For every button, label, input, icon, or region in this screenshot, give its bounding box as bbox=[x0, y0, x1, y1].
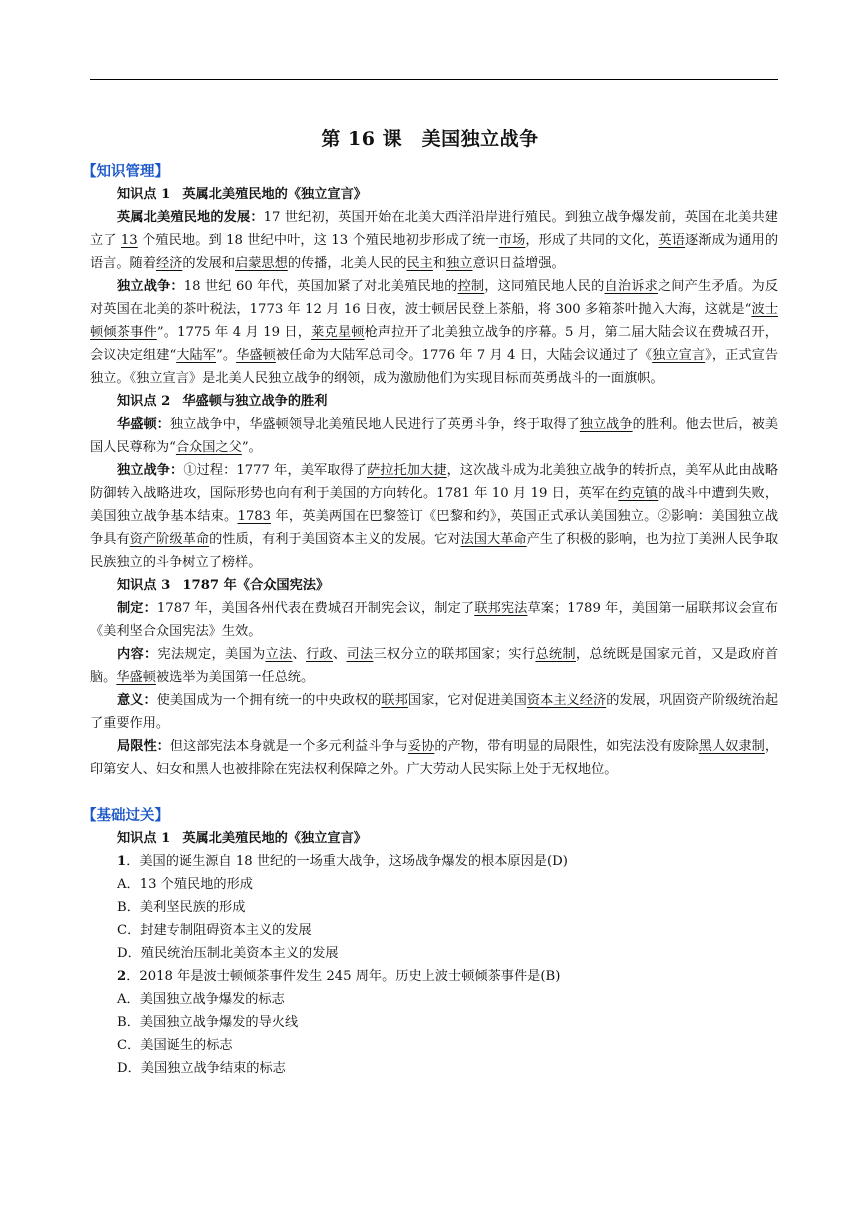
paragraph-text: ①过程：1777 年，美军取得了 bbox=[183, 463, 368, 478]
paragraph-label: 华盛顿： bbox=[117, 417, 170, 432]
fill-in-answer: 黑人奴隶制 bbox=[698, 739, 765, 754]
fill-in-answer: 约克镇 bbox=[618, 486, 659, 501]
paragraph-label: 局限性： bbox=[117, 739, 170, 754]
knowledge-point-heading bbox=[117, 390, 778, 413]
paragraph-text: 的胜利。他去世后，被美国人民尊称为“ bbox=[90, 417, 779, 455]
question-text: ．2018 年是波士顿倾茶事件发生 245 周年。历史上波士顿倾茶事件是(B) bbox=[126, 969, 561, 984]
fill-in-answer: 妥协 bbox=[407, 739, 435, 754]
knowledge-point-title: 英属北美殖民地的《独立宣言》 bbox=[182, 831, 367, 846]
paragraph-label: 意义： bbox=[117, 693, 157, 708]
paragraph-text: ，总统既是国家元首，又是政府首脑。 bbox=[90, 647, 779, 685]
knowledge-paragraph bbox=[90, 689, 778, 735]
knowledge-point-heading bbox=[117, 574, 778, 597]
paragraph-text: 三权分立的联邦国家；实行 bbox=[373, 647, 536, 662]
section-heading: 【基础过关】 bbox=[82, 807, 169, 824]
question-number: 2 bbox=[117, 969, 127, 984]
paragraph-text: 产生了积极的影响，也为拉丁美洲人民争取民族独立的斗争树立了榜样。 bbox=[90, 532, 779, 570]
fill-in-answer: 萨拉托加大捷 bbox=[367, 463, 447, 478]
section-spacer bbox=[90, 781, 778, 804]
paragraph-text: 、 bbox=[332, 647, 347, 662]
question-stem bbox=[117, 850, 778, 873]
paragraph-text: 被任命为大陆军总司令。1776 年 7 月 4 日，大陆会议通过了《 bbox=[275, 348, 653, 363]
question-text: ．美国的诞生源自 18 世纪的一场重大战争，这场战争爆发的根本原因是(D) bbox=[126, 854, 568, 869]
paragraph-label: 独立战争： bbox=[117, 463, 184, 478]
knowledge-point-title: 1787 年《合众国宪法》 bbox=[182, 578, 330, 593]
paragraph-text: 逐渐成为通用的语言。随着 bbox=[90, 233, 779, 271]
paragraph-text: 1787 年，美国各州代表在费城召开制宪会议，制定了 bbox=[156, 601, 475, 616]
fill-in-answer: 联邦 bbox=[381, 693, 408, 708]
fill-in-answer: 英语 bbox=[658, 233, 686, 248]
paragraph-text: 的性质，有利于美国资本主义的发展。它对 bbox=[209, 532, 461, 547]
fill-in-answer: 波士顿倾茶事件 bbox=[90, 302, 779, 340]
lesson-title: 第 16 课 美国独立战争 bbox=[321, 128, 539, 150]
paragraph-text: ”。1775 年 4 月 19 日， bbox=[156, 325, 312, 340]
fill-in-answer: 独立战争 bbox=[579, 417, 633, 432]
fill-in-answer: 莱克星顿 bbox=[311, 325, 365, 340]
knowledge-paragraph bbox=[90, 459, 778, 574]
knowledge-paragraph bbox=[90, 206, 778, 275]
knowledge-point-number: 知识点 2 bbox=[117, 394, 171, 409]
fill-in-answer: 总统制 bbox=[535, 647, 576, 662]
answer-option: B．美国独立战争爆发的导火线 bbox=[117, 1015, 299, 1030]
paragraph-text: 草案；1789 年，美国第一届联邦议会宣布《美利坚合众国宪法》生效。 bbox=[90, 601, 778, 639]
paragraph-text: 18 世纪 60 年代，英国加紧了对北美殖民地的 bbox=[183, 279, 458, 294]
paragraph-label: 英属北美殖民地的发展： bbox=[117, 210, 264, 225]
fill-in-answer: 民主 bbox=[406, 256, 433, 271]
fill-in-answer: 行政 bbox=[305, 647, 333, 662]
paragraph-text: ”。 bbox=[216, 348, 237, 363]
fill-in-answer: 立法 bbox=[265, 647, 293, 662]
knowledge-paragraph bbox=[90, 643, 778, 689]
fill-in-answer: 华盛顿 bbox=[236, 348, 276, 363]
paragraph-text: 、 bbox=[292, 647, 306, 662]
fill-in-answer: 大陆军 bbox=[176, 348, 217, 363]
paragraph-text: 的战斗中遭到失败，美国独立战争基本结束。 bbox=[90, 486, 779, 524]
fill-in-answer: 合众国之父 bbox=[175, 440, 242, 455]
fill-in-answer: 资本主义经济 bbox=[526, 693, 607, 708]
paragraph-text: ，形成了共同的文化， bbox=[525, 233, 659, 248]
paragraph-text: 的发展和 bbox=[182, 256, 236, 271]
paragraph-text: 使美国成为一个拥有统一的中央政权的 bbox=[156, 693, 382, 708]
fill-in-answer: 自治诉求 bbox=[604, 279, 658, 294]
answer-option: D．殖民统治压制北美资本主义的发展 bbox=[117, 946, 339, 961]
paragraph-text: ，印第安人、妇女和黑人也被排除在宪法权利保障之外。广大劳动人民实际上处于无权地位。 bbox=[90, 739, 779, 777]
paragraph-text: 宪法规定，美国为 bbox=[157, 647, 266, 662]
answer-option: A．13 个殖民地的形成 bbox=[117, 877, 253, 892]
fill-in-answer: 司法 bbox=[346, 647, 374, 662]
paragraph-text: 枪声拉开了北美独立战争的序幕。5 月，第二届大陆会议在费城召开，会议决定组建“ bbox=[90, 325, 778, 363]
paragraph-text: 的产物，带有明显的局限性，如宪法没有废除 bbox=[434, 739, 699, 754]
paragraph-label: 内容： bbox=[117, 647, 158, 662]
paragraph-text: 17 世纪初，英国开始在北美大西洋沿岸进行殖民。到独立战争爆发前，英国在北美共建立了 bbox=[90, 210, 778, 248]
paragraph-text: 的传播，北美人民的 bbox=[287, 256, 407, 271]
fill-in-answer: 资产阶级革命 bbox=[129, 532, 210, 547]
answer-option: C．美国诞生的标志 bbox=[117, 1038, 233, 1053]
answer-option: C．封建专制阻碍资本主义的发展 bbox=[117, 923, 312, 938]
fill-in-answer: 独立 bbox=[446, 256, 473, 271]
section-heading: 【知识管理】 bbox=[82, 163, 169, 180]
paragraph-text: 年，英美两国在巴黎签订《巴黎和约》，英国正式承认美国独立。②影响：美国独立战争具有 bbox=[90, 509, 779, 547]
paragraph-text: 和 bbox=[432, 256, 447, 271]
knowledge-point-number: 知识点 1 bbox=[117, 831, 171, 846]
paragraph-text: 独立战争中，华盛顿领导北美殖民地人民进行了英勇斗争，终于取得了 bbox=[169, 417, 580, 432]
question-stem bbox=[117, 965, 778, 988]
knowledge-point-heading bbox=[117, 183, 778, 206]
fill-in-answer: 华盛顿 bbox=[116, 670, 156, 685]
paragraph-text: 但这部宪法本身就是一个多元利益斗争与 bbox=[169, 739, 408, 754]
answer-option: B．美利坚民族的形成 bbox=[117, 900, 246, 915]
knowledge-point-title: 华盛顿与独立战争的胜利 bbox=[182, 394, 328, 409]
paragraph-text: 之间产生矛盾。为反对英国在北美的茶叶税法，1773 年 12 月 16 日夜，波士顿居民登上茶船，将 300 多箱茶叶抛入大海，这就是“ bbox=[90, 279, 779, 317]
paragraph-text: ，这次战斗成为北美独立战争的转折点，美军从此由战略防御转入战略进攻，国际形势也向有利于美国的方向转化。1781 年 10 月 19 日，英军在 bbox=[90, 463, 779, 501]
paragraph-text: ”。 bbox=[241, 440, 262, 455]
knowledge-point-number: 知识点 3 bbox=[117, 578, 171, 593]
knowledge-point-heading bbox=[117, 827, 778, 850]
paragraph-text: 》，正式宣告独立。《独立宣言》是北美人民独立战争的纲领，成为激励他们为实现目标而英勇战斗的一面旗帜。 bbox=[90, 348, 779, 386]
paragraph-label: 制定： bbox=[117, 601, 157, 616]
fill-in-answer: 经济 bbox=[155, 256, 183, 271]
question-number: 1 bbox=[117, 854, 127, 869]
fill-in-answer: 联邦宪法 bbox=[474, 601, 528, 616]
fill-in-answer: 独立宣言 bbox=[652, 348, 706, 363]
paragraph-label: 独立战争： bbox=[117, 279, 184, 294]
knowledge-point-title: 英属北美殖民地的《独立宣言》 bbox=[182, 187, 367, 202]
document-body bbox=[82, 160, 779, 1080]
fill-in-answer: 1783 bbox=[237, 509, 272, 524]
fill-in-answer: 市场 bbox=[498, 233, 526, 248]
knowledge-paragraph bbox=[90, 735, 778, 781]
paragraph-text: 的发展，巩固资产阶级统治起了重要作用。 bbox=[90, 693, 779, 731]
fill-in-answer: 法国大革命 bbox=[460, 532, 527, 547]
fill-in-answer: 13 bbox=[120, 233, 138, 248]
knowledge-paragraph bbox=[90, 597, 778, 643]
paragraph-text: 意识日益增强。 bbox=[472, 256, 565, 271]
paragraph-text: 被选举为美国第一任总统。 bbox=[155, 670, 315, 685]
knowledge-paragraph bbox=[90, 413, 778, 459]
paragraph-text: 国家，它对促进美国 bbox=[407, 693, 527, 708]
header-rule bbox=[90, 79, 778, 80]
paragraph-text: ，这同殖民地人民的 bbox=[484, 279, 605, 294]
fill-in-answer: 启蒙思想 bbox=[235, 256, 288, 271]
knowledge-paragraph bbox=[90, 275, 778, 390]
paragraph-text: 个殖民地。到 18 世纪中叶，这 13 个殖民地初步形成了统一 bbox=[137, 233, 499, 248]
answer-option: A．美国独立战争爆发的标志 bbox=[117, 992, 285, 1007]
fill-in-answer: 控制 bbox=[457, 279, 485, 294]
answer-option: D．美国独立战争结束的标志 bbox=[117, 1061, 286, 1076]
knowledge-point-number: 知识点 1 bbox=[117, 187, 171, 202]
